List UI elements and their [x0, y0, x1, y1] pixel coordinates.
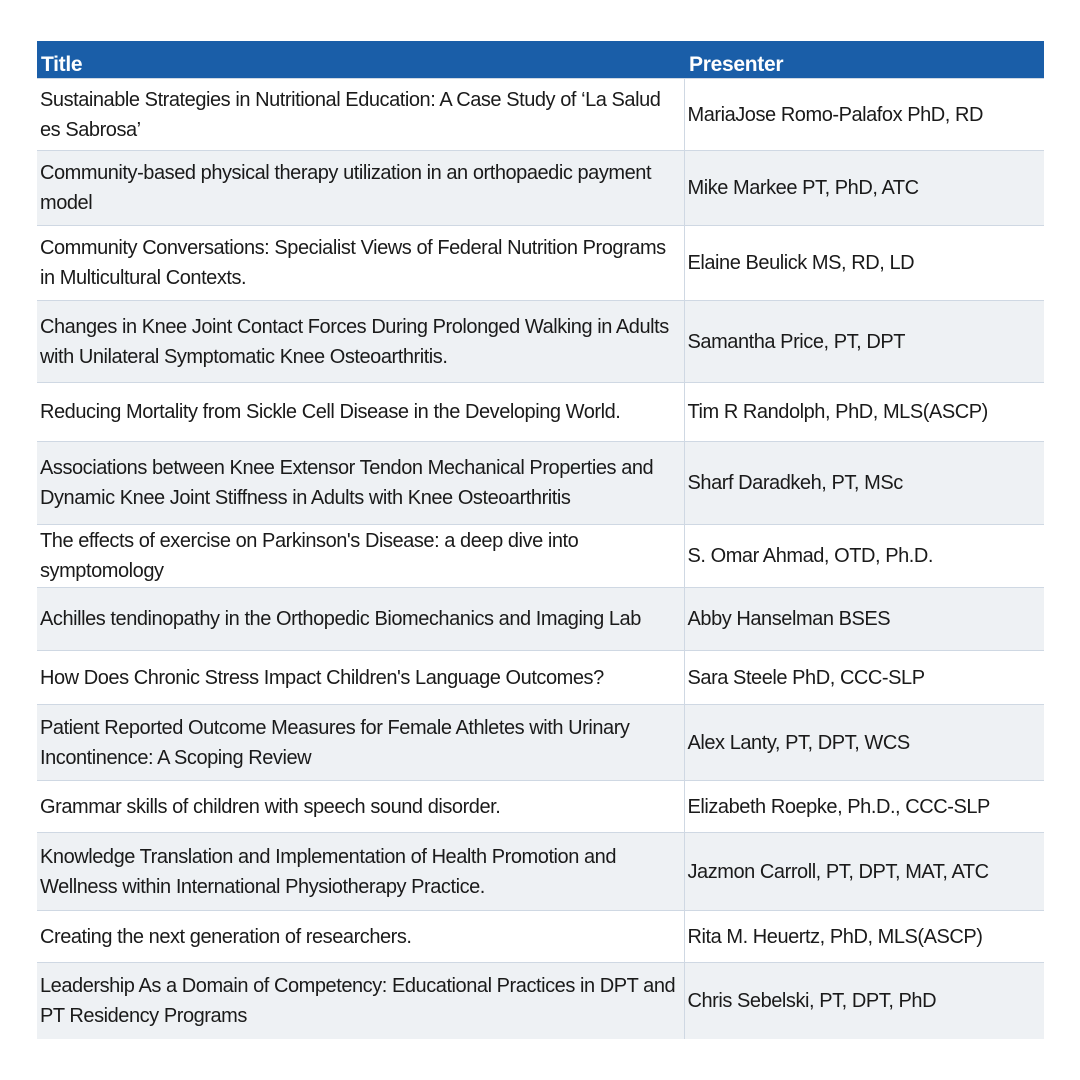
table-row: [37, 651, 1044, 705]
table-row: [37, 525, 1044, 588]
title-cell: Sustainable Strategies in Nutritional Education: A Case Study of ‘La Salud es Sabrosa’: [37, 79, 684, 151]
column-header-presenter: Presenter: [684, 41, 1044, 79]
title-cell: Achilles tendinopathy in the Orthopedic Biomechanics and Imaging Lab: [37, 588, 684, 651]
presenter-cell: S. Omar Ahmad, OTD, Ph.D.: [684, 525, 1044, 588]
title-cell: Community Conversations: Specialist Views of Federal Nutrition Programs in Multicultural Contexts.: [37, 226, 684, 301]
table-header: [37, 41, 1044, 79]
title-cell: Leadership As a Domain of Competency: Educational Practices in DPT and PT Residency Programs: [37, 963, 684, 1039]
title-cell: Reducing Mortality from Sickle Cell Disease in the Developing World.: [37, 383, 684, 442]
table-row: [37, 79, 1044, 151]
presenter-cell: Chris Sebelski, PT, DPT, PhD: [684, 963, 1044, 1039]
title-cell: The effects of exercise on Parkinson's Disease: a deep dive into symptomology: [37, 525, 684, 588]
table-row: [37, 588, 1044, 651]
presenter-cell: Samantha Price, PT, DPT: [684, 301, 1044, 383]
presenter-cell: Abby Hanselman BSES: [684, 588, 1044, 651]
table-row: [37, 301, 1044, 383]
header-row: [37, 41, 1044, 79]
presenter-cell: Alex Lanty, PT, DPT, WCS: [684, 705, 1044, 781]
table-row: [37, 151, 1044, 226]
title-cell: Creating the next generation of researchers.: [37, 911, 684, 963]
title-cell: Patient Reported Outcome Measures for Female Athletes with Urinary Incontinence: A Scoping Review: [37, 705, 684, 781]
table-row: [37, 833, 1044, 911]
title-cell: Associations between Knee Extensor Tendon Mechanical Properties and Dynamic Knee Joint Stiffness in Adults with Knee Osteoarthritis: [37, 442, 684, 525]
column-header-title: Title: [37, 41, 684, 79]
presentations-table: [37, 41, 1044, 1039]
presenter-cell: Elizabeth Roepke, Ph.D., CCC-SLP: [684, 781, 1044, 833]
title-cell: Knowledge Translation and Implementation of Health Promotion and Wellness within International Physiotherapy Practice.: [37, 833, 684, 911]
presenter-cell: Elaine Beulick MS, RD, LD: [684, 226, 1044, 301]
table-row: [37, 781, 1044, 833]
title-cell: How Does Chronic Stress Impact Children's Language Outcomes?: [37, 651, 684, 705]
presenter-cell: Sharf Daradkeh, PT, MSc: [684, 442, 1044, 525]
table-row: [37, 442, 1044, 525]
title-cell: Changes in Knee Joint Contact Forces During Prolonged Walking in Adults with Unilateral Symptomatic Knee Osteoarthritis.: [37, 301, 684, 383]
presenter-cell: MariaJose Romo-Palafox PhD, RD: [684, 79, 1044, 151]
table-row: [37, 383, 1044, 442]
presenter-cell: Mike Markee PT, PhD, ATC: [684, 151, 1044, 226]
title-cell: Grammar skills of children with speech sound disorder.: [37, 781, 684, 833]
table-row: [37, 705, 1044, 781]
table-row: [37, 911, 1044, 963]
presenter-cell: Rita M. Heuertz, PhD, MLS(ASCP): [684, 911, 1044, 963]
table-row: [37, 963, 1044, 1039]
table-row: [37, 226, 1044, 301]
presenter-cell: Sara Steele PhD, CCC-SLP: [684, 651, 1044, 705]
presentations-table-container: [37, 41, 1044, 1039]
title-cell: Community-based physical therapy utilization in an orthopaedic payment model: [37, 151, 684, 226]
table-body: [37, 79, 1044, 1039]
presenter-cell: Tim R Randolph, PhD, MLS(ASCP): [684, 383, 1044, 442]
presenter-cell: Jazmon Carroll, PT, DPT, MAT, ATC: [684, 833, 1044, 911]
